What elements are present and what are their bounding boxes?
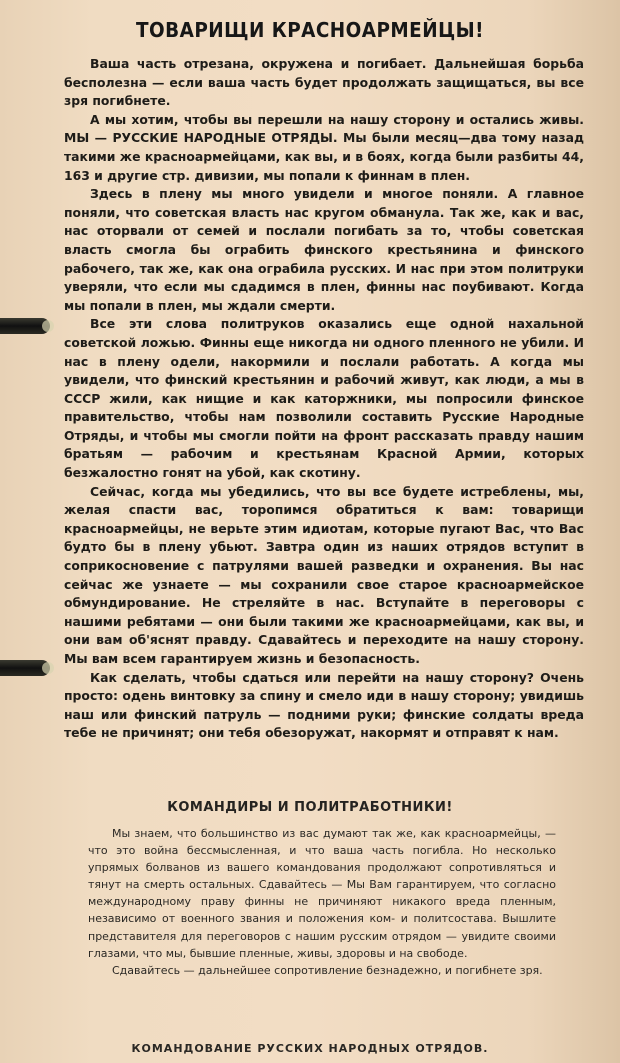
signature: КОМАНДОВАНИЕ РУССКИХ НАРОДНЫХ ОТРЯДОВ. <box>131 1042 489 1055</box>
section-heading: КОМАНДИРЫ И ПОЛИТРАБОТНИКИ! <box>167 800 453 815</box>
main-text <box>64 55 584 743</box>
binder-ring <box>0 318 50 334</box>
officers-text <box>88 825 556 979</box>
paragraph: Здесь в плену мы много увидели и многое поняли. А главное поняли, что советская власть нас кругом обманула. Так же, как и вас, нас оторвали от семей и послали погибать за то, чтобы советская власть смогла бы ограбить финского крестьянина и финского рабочего, так же, как она ограбила русских. И нас при этом политруки уверяли, что если мы сдадимся в плен, финны нас поубивают. Когда мы попали в плен, мы ждали смерти. <box>64 186 584 313</box>
binder-ring <box>0 660 50 676</box>
paragraph: Мы знаем, что большинство из вас думают так же, как красноармейцы, — что это война бессмысленная, и что ваша часть погибла. Но несколько упрямых болванов из вашего командования продолжают сопротивляться и тянут на смерть остальных. Сдавайтесь — Мы Вам гарантируем, что согласно международному праву финны не причиняют никакого вреда пленным, независимо от военного звания и положения ком- и политсостава. Вышлите представителя для переговоров с нашим русским отрядом — увидите своими глазами, что мы, бывшие пленные, живы, здоровы и на свободе. <box>88 827 556 960</box>
page-title: ТОВАРИЩИ КРАСНОАРМЕЙЦЫ! <box>136 18 484 42</box>
paragraph: Ваша часть отрезана, окружена и погибает. Дальнейшая борьба бесполезна — если ваша часть будет продолжать защищаться, вы все зря погибнете. <box>64 56 584 109</box>
paragraph: Как сделать, чтобы сдаться или перейти на нашу сторону? Очень просто: одень винтовку за спину и смело иди в нашу сторону; увидишь наш или финский патруль — подними руки; финские солдаты вреда тебе не причинят; они тебя обезоружат, накормят и отправят к нам. <box>64 669 584 741</box>
paragraph: Сдавайтесь — дальнейшее сопротивление безнадежно, и погибнете зря. <box>112 963 543 977</box>
paragraph: Все эти слова политруков оказались еще одной нахальной советской ложью. Финны еще никогда ни одного пленного не убили. И нас в плену одели, накормили и послали работать. А когда мы увидели, что финский крестьянин и рабочий живут, как люди, а мы в СССР жили, как нищие и как каторжники, мы попросили финское правительство, чтобы нам позволили составить Русские Народные Отряды, и чтобы мы смогли пойти на фронт рассказать правду нашим братьям — рабочим и крестьянам Красной Армии, которых безжалостно гонят на убой, как скотину. <box>64 316 584 481</box>
paragraph: Сейчас, когда мы убедились, что вы все будете истреблены, мы, желая спасти вас, торопимся обратиться к вам: товарищи красноармейцы, не верьте этим идиотам, которые пугают Вас, что Вас будто бы в плену убьют. Завтра один из наших отрядов вступит в соприкосновение с патрулями вашей разведки и охранения. Вы нас сейчас же узнаете — мы сохранили свое старое красноармейское обмундирование. Не стреляйте в нас. Вступайте в переговоры с нашими ребятами — они были такими же красноармейцами, как вы, и они вам об'яснят правду. Сдавайтесь и переходите на нашу сторону. Мы вам всем гарантируем жизнь и безопасность. <box>64 483 584 666</box>
paragraph: А мы хотим, чтобы вы перешли на нашу сторону и остались живы. МЫ — РУССКИЕ НАРОДНЫЕ ОТРЯДЫ. Мы были месяц—два тому назад такими же красноармейцами, как вы, и в боях, когда были разбиты 44, 163 и другие стр. дивизии, мы попали к финнам в плен. <box>64 111 584 183</box>
